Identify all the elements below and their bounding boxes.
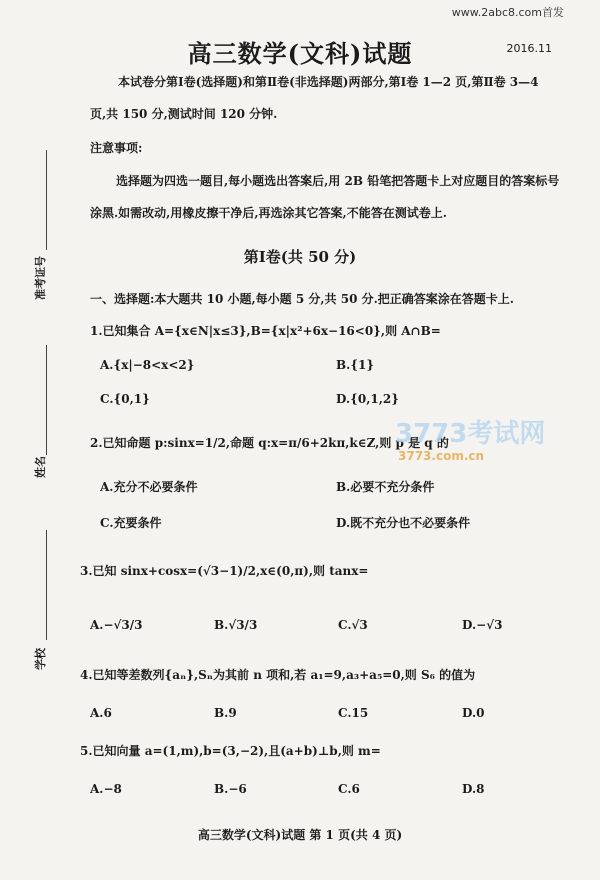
exam-number-label: 准考证号 — [34, 256, 47, 300]
notice-line-2: 涂黑.如需改动,用橡皮擦干净后,再选涂其它答案,不能答在测试卷上. — [90, 206, 447, 220]
question-1-option-b: B.{1} — [336, 358, 375, 372]
question-5-stem: 5.已知向量 a=(1,m),b=(3,−2),且(a+b)⊥b,则 m= — [80, 744, 381, 758]
question-1-option-a: A.{x|−8<x<2} — [100, 358, 195, 372]
question-1-option-d: D.{0,1,2} — [336, 392, 399, 406]
exam-number-line — [46, 150, 47, 250]
site-watermark-url: 3773.com.cn — [398, 449, 485, 463]
question-4-option-d: D.0 — [462, 706, 485, 720]
question-4-stem: 4.已知等差数列{aₙ},Sₙ为其前 n 项和,若 a₁=9,a₃+a₅=0,则 S₆ 的值为 — [80, 668, 476, 682]
question-4-option-a: A.6 — [90, 706, 112, 720]
page-footer: 高三数学(文科)试题 第 1 页(共 4 页) — [197, 828, 403, 842]
question-5-option-d: D.8 — [462, 782, 485, 796]
notice-heading: 注意事项: — [90, 141, 143, 155]
name-line — [46, 345, 47, 455]
top-watermark: www.2abc8.com首发 — [451, 6, 564, 19]
question-3-option-b: B.√3/3 — [214, 618, 258, 632]
question-5-option-b: B.−6 — [214, 782, 247, 796]
question-1-stem: 1.已知集合 A={x∈N|x≤3},B={x|x²+6x−16<0},则 A∩B= — [90, 324, 441, 338]
question-2-option-a: A.充分不必要条件 — [100, 480, 198, 494]
question-2-option-b: B.必要不充分条件 — [336, 480, 435, 494]
question-1-option-c: C.{0,1} — [100, 392, 150, 406]
question-2-stem: 2.已知命题 p:sinx=1/2,命题 q:x=π/6+2kπ,k∈Z,则 p 是 q 的 — [90, 436, 449, 450]
question-3-option-d: D.−√3 — [462, 618, 503, 632]
site-watermark: 3773考试网 — [395, 419, 546, 449]
exam-title: 高三数学(文科)试题 — [187, 39, 413, 68]
school-label: 学校 — [34, 648, 47, 670]
question-5-option-c: C.6 — [338, 782, 360, 796]
section-title: 第Ⅰ卷(共 50 分) — [243, 248, 357, 266]
notice-line-1: 选择题为四选一题目,每小题选出答案后,用 2B 铅笔把答题卡上对应题目的答案标号 — [116, 174, 560, 188]
school-line — [46, 530, 47, 640]
question-5-option-a: A.−8 — [90, 782, 122, 796]
question-3-option-c: C.√3 — [338, 618, 368, 632]
question-4-option-c: C.15 — [338, 706, 369, 720]
intro-line-1: 本试卷分第Ⅰ卷(选择题)和第Ⅱ卷(非选择题)两部分,第Ⅰ卷 1—2 页,第Ⅱ卷 3—4 — [118, 75, 539, 89]
intro-line-2: 页,共 150 分,测试时间 120 分钟. — [90, 107, 278, 121]
question-2-option-d: D.既不充分也不必要条件 — [336, 516, 471, 530]
name-label: 姓名 — [34, 456, 47, 478]
part-heading: 一、选择题:本大题共 10 小题,每小题 5 分,共 50 分.把正确答案涂在答题卡上. — [90, 292, 514, 306]
question-3-option-a: A.−√3/3 — [90, 618, 143, 632]
question-4-option-b: B.9 — [214, 706, 237, 720]
exam-date: 2016.11 — [506, 42, 552, 55]
question-2-option-c: C.充要条件 — [100, 516, 162, 530]
question-3-stem: 3.已知 sinx+cosx=(√3−1)/2,x∈(0,π),则 tanx= — [80, 564, 369, 578]
